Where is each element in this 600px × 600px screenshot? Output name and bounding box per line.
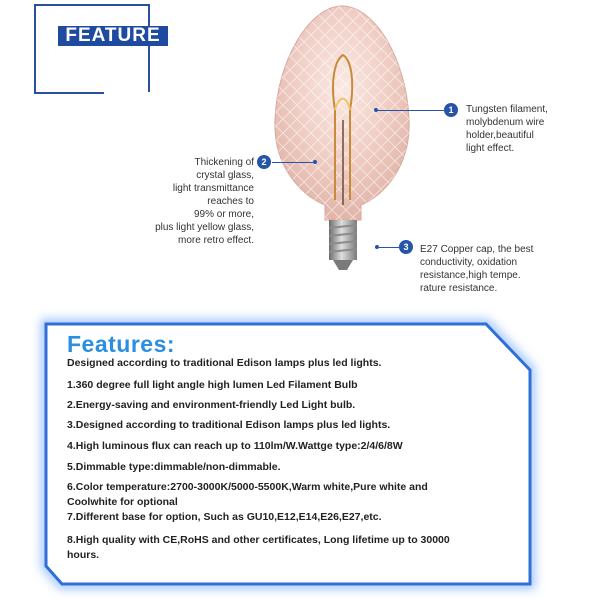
feature-line: 4.High luminous flux can reach up to 110lm/W.Wattge type:2/4/6/8W [67,440,403,452]
callout-2-badge: 2 [257,155,271,169]
feature-heading: FEATURE [58,26,168,46]
callout-3-leader [379,247,399,248]
feature-line: 3.Designed according to traditional Edison lamps plus led lights. [67,419,391,431]
feature-line: 7.Different base for option, Such as GU10,E12,E14,E26,E27,etc. [67,511,382,523]
feature-line: Designed according to traditional Edison lamps plus led lights. [67,357,382,369]
feature-line: hours. [67,549,100,561]
callout-1-leader [378,110,444,111]
feature-line: 1.360 degree full light angle high lumen Led Filament Bulb [67,379,358,391]
header-frame [34,4,150,92]
callout-2-text: Thickening of crystal glass, light transmittance reaches to 99% or more, plus light yellow glass, more retro effect. [155,157,254,246]
callout-3-badge: 3 [399,240,413,254]
feature-line: 8.High quality with CE,RoHS and other certificates, Long lifetime up to 30000 [67,534,450,546]
feature-line: 5.Dimmable type:dimmable/non-dimmable. [67,461,281,473]
callout-1-text: Tungsten filament, molybdenum wire holder,beautiful light effect. [466,104,548,154]
feature-line: Coolwhite for optional [67,496,178,508]
callout-1-badge: 1 [444,103,458,117]
callout-3-text: E27 Copper cap, the best conductivity, oxidation resistance,high tempe. rature resistance. [420,244,534,294]
callout-2-leader [272,162,313,163]
callout-2-dot [313,160,317,164]
feature-line: 6.Color temperature:2700-3000K/5000-5500K,Warm white,Pure white and [67,481,428,493]
feature-line: 2.Energy-saving and environment-friendly Led Light bulb. [67,399,356,411]
features-title: Features: [67,331,176,357]
